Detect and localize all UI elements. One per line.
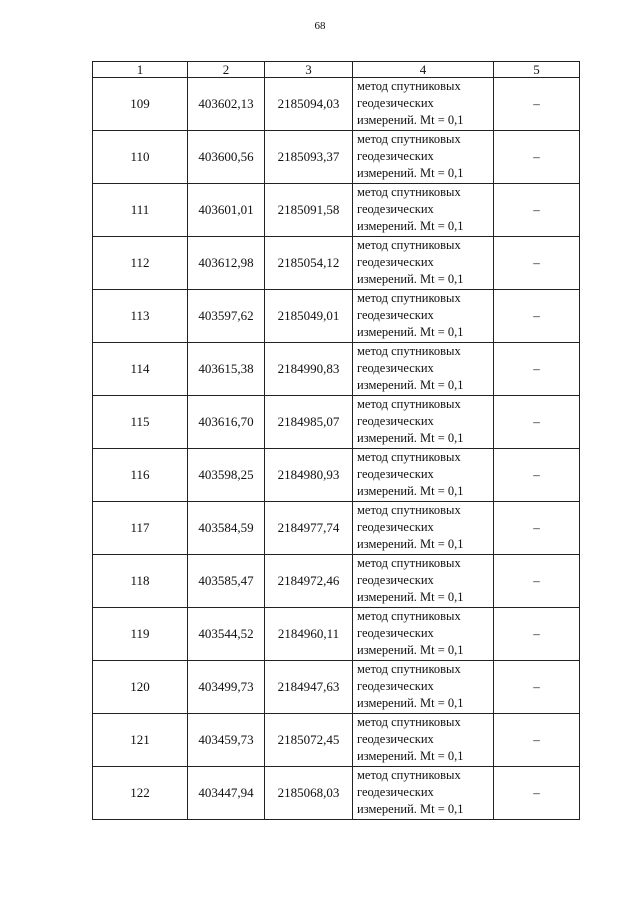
y-coordinate-cell: 2185072,45 (265, 714, 353, 767)
point-number-cell: 112 (93, 237, 188, 290)
table-row (93, 78, 580, 131)
method-cell (353, 661, 494, 714)
y-coordinate-cell: 2184972,46 (265, 555, 353, 608)
method-text: метод спутниковых геодезических измерений. Mt = 0,1 (357, 344, 464, 392)
point-number-cell: 109 (93, 78, 188, 131)
point-number-cell: 119 (93, 608, 188, 661)
method-text: метод спутниковых геодезических измерений. Mt = 0,1 (357, 238, 464, 286)
table-row (93, 555, 580, 608)
method-cell (353, 555, 494, 608)
table-row (93, 661, 580, 714)
header-col-4: 4 (353, 62, 494, 78)
method-cell (353, 131, 494, 184)
point-number-cell: 114 (93, 343, 188, 396)
method-text: метод спутниковых геодезических измерений. Mt = 0,1 (357, 132, 464, 180)
method-text: метод спутниковых геодезических измерений. Mt = 0,1 (357, 715, 464, 763)
note-cell: – (494, 714, 580, 767)
point-number-cell: 115 (93, 396, 188, 449)
note-cell: – (494, 237, 580, 290)
header-col-5: 5 (494, 62, 580, 78)
note-cell: – (494, 78, 580, 131)
method-cell (353, 714, 494, 767)
y-coordinate-cell: 2185068,03 (265, 767, 353, 820)
note-cell: – (494, 131, 580, 184)
x-coordinate-cell: 403585,47 (188, 555, 265, 608)
x-coordinate-cell: 403597,62 (188, 290, 265, 343)
y-coordinate-cell: 2185093,37 (265, 131, 353, 184)
y-coordinate-cell: 2184985,07 (265, 396, 353, 449)
header-col-1: 1 (93, 62, 188, 78)
method-cell (353, 449, 494, 502)
page-number: 68 (314, 20, 326, 32)
table-row (93, 131, 580, 184)
method-text: метод спутниковых геодезических измерений. Mt = 0,1 (357, 291, 464, 339)
x-coordinate-cell: 403616,70 (188, 396, 265, 449)
method-cell (353, 184, 494, 237)
note-cell: – (494, 184, 580, 237)
table-row (93, 714, 580, 767)
y-coordinate-cell: 2184977,74 (265, 502, 353, 555)
x-coordinate-cell: 403584,59 (188, 502, 265, 555)
header-col-2: 2 (188, 62, 265, 78)
table-row (93, 184, 580, 237)
point-number-cell: 113 (93, 290, 188, 343)
table-row (93, 608, 580, 661)
x-coordinate-cell: 403544,52 (188, 608, 265, 661)
method-text: метод спутниковых геодезических измерений. Mt = 0,1 (357, 768, 464, 816)
point-number-cell: 116 (93, 449, 188, 502)
method-text: метод спутниковых геодезических измерений. Mt = 0,1 (357, 609, 464, 657)
note-cell: – (494, 449, 580, 502)
note-cell: – (494, 608, 580, 661)
table-row (93, 343, 580, 396)
x-coordinate-cell: 403612,98 (188, 237, 265, 290)
method-text: метод спутниковых геодезических измерений. Mt = 0,1 (357, 556, 464, 604)
x-coordinate-cell: 403602,13 (188, 78, 265, 131)
point-number-cell: 120 (93, 661, 188, 714)
table-body (93, 78, 580, 820)
note-cell: – (494, 502, 580, 555)
y-coordinate-cell: 2185054,12 (265, 237, 353, 290)
point-number-cell: 117 (93, 502, 188, 555)
x-coordinate-cell: 403499,73 (188, 661, 265, 714)
note-cell: – (494, 343, 580, 396)
note-cell: – (494, 555, 580, 608)
y-coordinate-cell: 2185091,58 (265, 184, 353, 237)
point-number-cell: 122 (93, 767, 188, 820)
header-col-3: 3 (265, 62, 353, 78)
note-cell: – (494, 396, 580, 449)
table-row (93, 502, 580, 555)
table-row (93, 290, 580, 343)
method-text: метод спутниковых геодезических измерений. Mt = 0,1 (357, 397, 464, 445)
x-coordinate-cell: 403600,56 (188, 131, 265, 184)
table-row (93, 449, 580, 502)
x-coordinate-cell: 403459,73 (188, 714, 265, 767)
y-coordinate-cell: 2184990,83 (265, 343, 353, 396)
method-cell (353, 502, 494, 555)
table-row (93, 396, 580, 449)
table-row (93, 237, 580, 290)
x-coordinate-cell: 403447,94 (188, 767, 265, 820)
method-text: метод спутниковых геодезических измерений. Mt = 0,1 (357, 185, 464, 233)
y-coordinate-cell: 2184980,93 (265, 449, 353, 502)
x-coordinate-cell: 403601,01 (188, 184, 265, 237)
method-cell (353, 78, 494, 131)
method-text: метод спутниковых геодезических измерений. Mt = 0,1 (357, 503, 464, 551)
point-number-cell: 110 (93, 131, 188, 184)
note-cell: – (494, 290, 580, 343)
note-cell: – (494, 661, 580, 714)
x-coordinate-cell: 403615,38 (188, 343, 265, 396)
point-number-cell: 118 (93, 555, 188, 608)
header-row (93, 62, 580, 78)
y-coordinate-cell: 2184960,11 (265, 608, 353, 661)
table-row (93, 767, 580, 820)
note-cell: – (494, 767, 580, 820)
y-coordinate-cell: 2185049,01 (265, 290, 353, 343)
method-cell (353, 237, 494, 290)
method-cell (353, 290, 494, 343)
method-text: метод спутниковых геодезических измерений. Mt = 0,1 (357, 662, 464, 710)
coordinates-table (92, 61, 580, 820)
point-number-cell: 111 (93, 184, 188, 237)
y-coordinate-cell: 2185094,03 (265, 78, 353, 131)
x-coordinate-cell: 403598,25 (188, 449, 265, 502)
y-coordinate-cell: 2184947,63 (265, 661, 353, 714)
method-cell (353, 396, 494, 449)
method-text: метод спутниковых геодезических измерений. Mt = 0,1 (357, 450, 464, 498)
point-number-cell: 121 (93, 714, 188, 767)
method-cell (353, 767, 494, 820)
method-cell (353, 343, 494, 396)
method-cell (353, 608, 494, 661)
method-text: метод спутниковых геодезических измерений. Mt = 0,1 (357, 79, 464, 127)
